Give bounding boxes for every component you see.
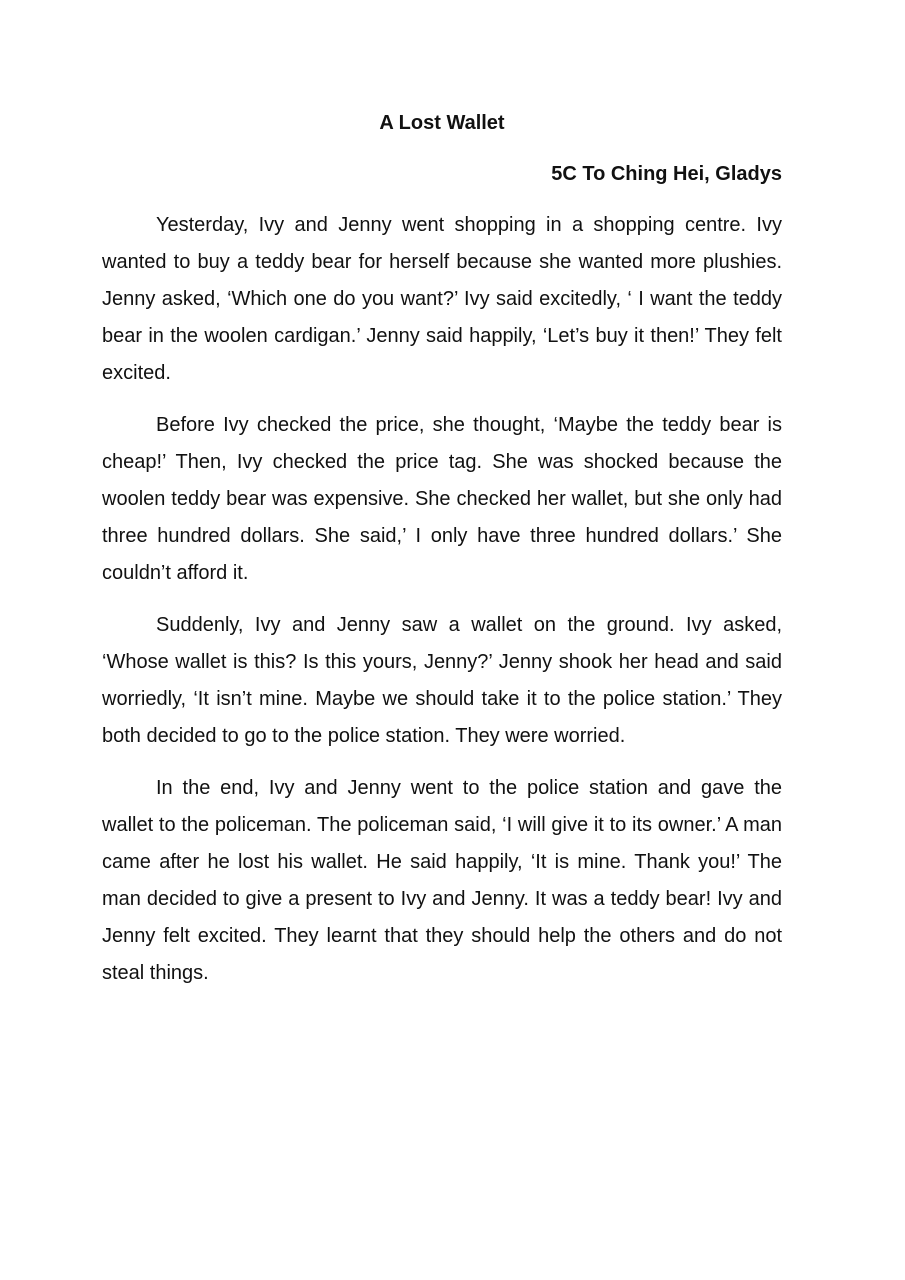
document-title: A Lost Wallet xyxy=(379,112,505,134)
paragraph-4: In the end, Ivy and Jenny went to the police station and gave the wallet to the policeman. The policeman said, ‘I will give it to its owner.’ A man came after he lost his wallet. He said happily, ‘It is mine. Thank you!’ The man decided to give a present to Ivy and Jenny. It was a teddy bear! Ivy and Jenny felt excited. They learnt that they should help the others and do not steal things. xyxy=(102,777,782,984)
paragraph-2: Before Ivy checked the price, she thought, ‘Maybe the teddy bear is cheap!’ Then, Ivy checked the price tag. She was shocked because the woolen teddy bear was expensive. She checked her wallet, but she only had three hundred dollars. She said,’ I only have three hundred dollars.’ She couldn’t afford it. xyxy=(102,414,782,584)
paragraph-3: Suddenly, Ivy and Jenny saw a wallet on the ground. Ivy asked, ‘Whose wallet is this? Is this yours, Jenny?’ Jenny shook her head and said worriedly, ‘It isn’t mine. Maybe we should take it to the police station.’ They both decided to go to the police station. They were worried. xyxy=(102,614,782,747)
document-body xyxy=(102,207,782,1007)
document-author: 5C To Ching Hei, Gladys xyxy=(551,163,782,185)
paragraph-1: Yesterday, Ivy and Jenny went shopping in a shopping centre. Ivy wanted to buy a teddy bear for herself because she wanted more plushies. Jenny asked, ‘Which one do you want?’ Ivy said excitedly, ‘ I want the teddy bear in the woolen cardigan.’ Jenny said happily, ‘Let’s buy it then!’ They felt excited. xyxy=(102,214,782,384)
